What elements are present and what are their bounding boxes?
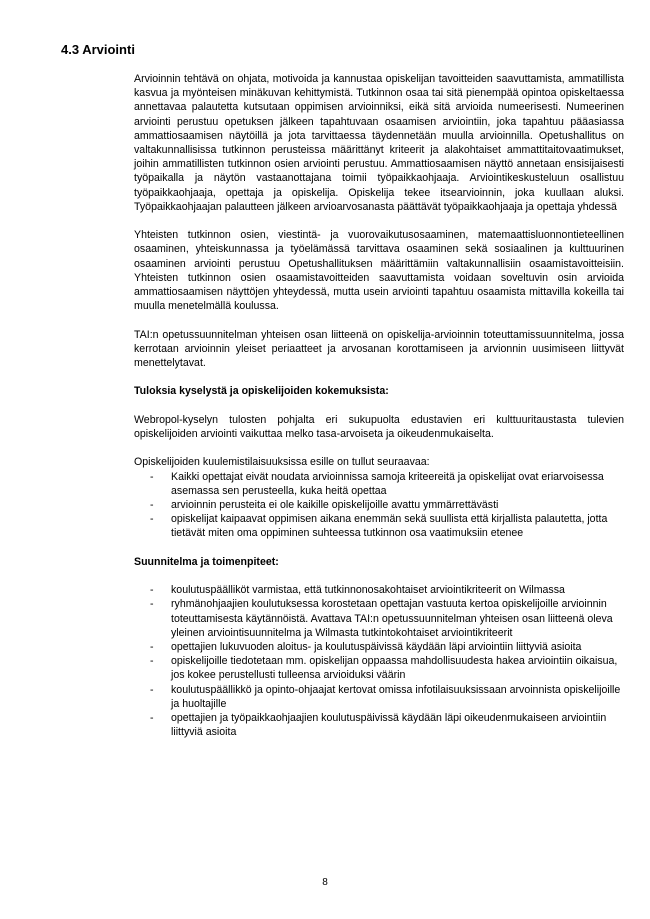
list-item: - arvioinnin perusteita ei ole kaikille opiskelijoille avattu ymmärrettävästi <box>134 498 624 512</box>
list-item: - koulutuspäällikkö ja opinto-ohjaajat kertovat omissa infotilaisuuksissaan arvoinnista opiskelijoille ja huoltajille <box>134 683 624 711</box>
section-heading: 4.3 Arviointi <box>61 42 135 57</box>
plan-list <box>134 583 624 739</box>
survey-paragraph: Webropol-kyselyn tulosten pohjalta eri sukupuolta edustavien eri kulttuuritaustasta tulevien opiskelijoiden arviointi vaikuttaa melko tasa-arvoiseta ja oikeudenmukaiselta. <box>134 413 624 441</box>
hearings-list <box>134 470 624 541</box>
hearings-intro: Opiskelijoiden kuulemistilaisuuksissa esille on tullut seuraavaa: <box>134 456 430 469</box>
list-item: - Kaikki opettajat eivät noudata arvioinnissa samoja kriteereitä ja opiskelijat ovat eriarvoisessa asemassa sen perusteella, kuka heitä opettaa <box>134 470 624 498</box>
list-item: - opettajien lukuvuoden aloitus- ja koulutuspäivissä käydään läpi arviointiin liittyviä asioita <box>134 640 624 654</box>
section-body <box>134 72 624 754</box>
plan-heading: Suunnitelma ja toimenpiteet: <box>134 555 279 568</box>
paragraph-tai-plan: TAI:n opetussuunnitelman yhteisen osan liitteenä on opiskelija-arvioinnin toteuttamissuunnitelma, jossa kerrotaan arvioinnin yleiset periaatteet ja arvosanan korottamiseen ja arvionnin uusimiseen liittyvät menettelytavat. <box>134 328 624 370</box>
list-item: - ryhmänohjaajien koulutuksessa korostetaan opettajan vastuuta kertoa opiskelijoille arvioinnin toteuttamisesta käytännöistä. Avattava TAI:n opetussuunnitelman yhteisen osan liitteenä oleva yleinen arviointisuunnitelma ja Wilmasta tutkintokohtaiset arviointikriteerit <box>134 597 624 640</box>
list-item: - opiskelijat kaipaavat oppimisen aikana enemmän sekä suullista että kirjallista palautetta, jotta tietävät miten oma oppiminen suhteessa tutkinnon osa vaatimuksiin etenee <box>134 512 624 540</box>
list-item: - opettajien ja työpaikkaohjaajien koulutuspäivissä käydään läpi oikeudenmukaiseen arviointiin liittyviä asioita <box>134 711 624 739</box>
paragraph-assessment-purpose: Arvioinnin tehtävä on ohjata, motivoida ja kannustaa opiskelijan tavoitteiden saavuttamista, ammatillista kasvua ja myönteisen minäkuvan kehittymistä. Tutkinnon osaa tai sitä pienempää opintoa opiskeltaessa annettavaa palautetta kutsutaan oppimisen arvioinniksi, eikä sitä arvioida numeerisesti. Numeerinen arviointi perustuu opetuksen jälkeen tapahtuvaan osaamisen arviointiin, joka tapahtuu pääasiassa ammattiosaamisen näytöillä ja jota tarvittaessa täydennetään muulla arvioinnilla. Opetushallitus on valtakunnallisissa tutkinnon perusteissa määrittänyt kriteerit ja alakohtaiset ammattitaitovaatimukset, joihin ammatillisten tutkinnon osien arviointi perustuu. Ammattiosaamisen näyttö annetaan ensisijaisesti työpaikalla ja näytön vastaanottajana toimii työpaikkaohjaaja. Arviointikeskusteluun osallistuu työpaikkaohjaaja, opettaja ja opiskelija. Opiskelija tekee itsearvioinnin, joka kuullaan aluksi. Työpaikkaohjaajan palautteen jälkeen arvioarvosanasta päättävät työpaikkaohjaaja ja opettaja yhdessä <box>134 73 624 213</box>
page-number: 8 <box>322 877 328 888</box>
results-heading: Tuloksia kyselystä ja opiskelijoiden kokemuksista: <box>134 385 389 398</box>
list-item: - koulutuspäälliköt varmistaa, että tutkinnonosakohtaiset arviointikriteerit on Wilmassa <box>134 583 624 597</box>
list-item: - opiskelijoille tiedotetaan mm. opiskelijan oppaassa mahdollisuudesta hakea arviointiin oikaisua, jos kokee perustellusti tulleensa arvioiduksi väärin <box>134 654 624 682</box>
paragraph-common-units: Yhteisten tutkinnon osien, viestintä- ja vuorovaikutusosaaminen, matemaattisluonnontieteellinen osaaminen, yhteiskunnassa ja työelämässä tarvittava osaaminen sekä sosiaalinen ja kulttuurinen osaaminen arviointi perustuu Opetushallituksen määrittämiin valtakunnallisiin osaamistavoitteisiin. Yhteisten tutkinnon osien osaamistavoitteiden saavuttamista voidaan soveltuvin osin arvioida ammattiosaamisen näyttöjen yhteydessä, mutta usein arviointi tapahtuu osaamista mittavilla kokeilla tai muulla menetelmällä koulussa. <box>134 229 624 313</box>
